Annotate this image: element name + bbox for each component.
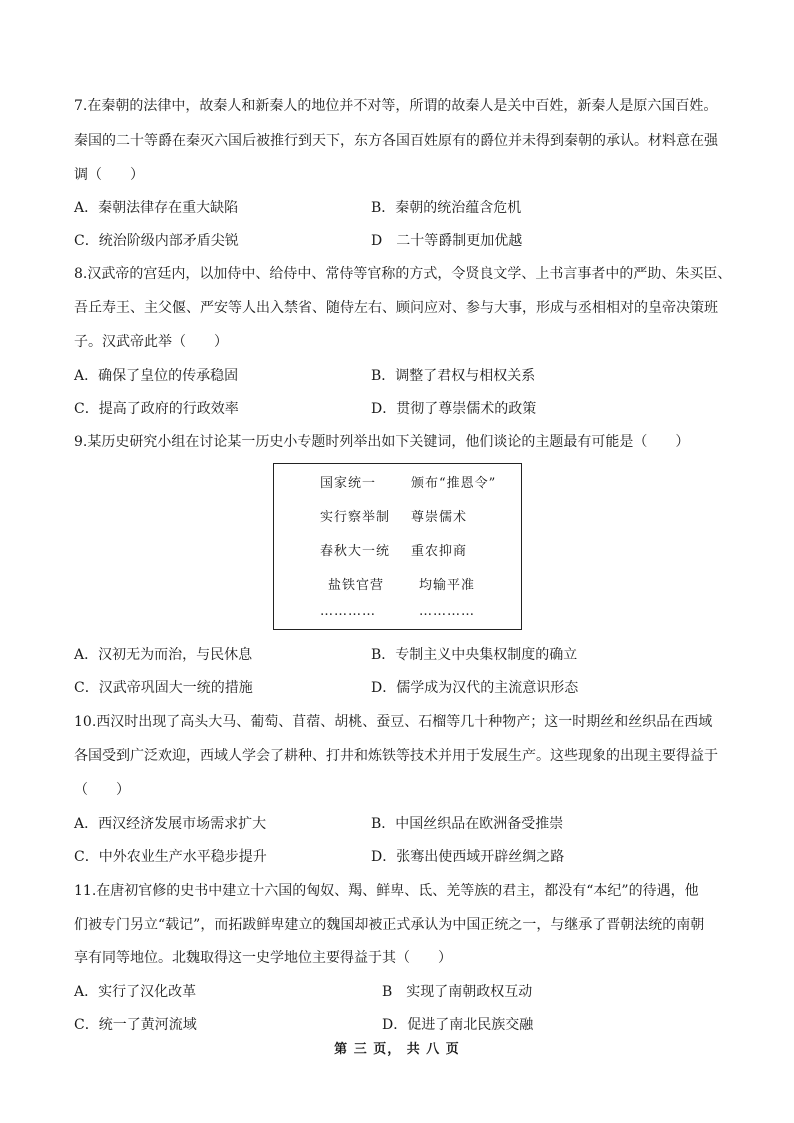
question-text-line: 10.西汉时出现了高头大马、葡萄、苜蓿、胡桃、蚕豆、石榴等几十种物产；这一时期丝和丝织品在西域	[74, 714, 713, 730]
option-d: D．贯彻了尊崇儒术的政策	[371, 401, 537, 417]
keyword: 均输平准	[419, 578, 476, 593]
option-b: B．秦朝的统治蕴含危机	[371, 200, 522, 216]
page-footer: 第 三 页， 共 八 页	[334, 1042, 460, 1057]
question-text-line: 享有同等地位。北魏取得这一史学地位主要得益于其（ ）	[74, 950, 452, 966]
option-c: C．中外农业生产水平稳步提升	[74, 849, 267, 865]
keyword: 实行察举制	[320, 510, 391, 525]
keyword-ellipsis: …………	[320, 604, 376, 619]
keyword-box	[273, 463, 522, 630]
option-b: B 实现了南朝政权互动	[382, 984, 533, 1000]
keyword: 尊崇儒术	[411, 510, 468, 525]
option-d: D．张骞出使西域开辟丝绸之路	[371, 849, 565, 865]
option-c: C．统一了黄河流域	[74, 1017, 197, 1033]
option-b: B．调整了君权与相权关系	[371, 368, 536, 384]
option-a: A．秦朝法律存在重大缺陷	[74, 200, 239, 216]
option-d: D．儒学成为汉代的主流意识形态	[371, 680, 579, 696]
keyword: 国家统一	[320, 476, 377, 491]
keyword: 盐铁官营	[328, 578, 385, 593]
option-c: C．汉武帝巩固大一统的措施	[74, 680, 253, 696]
question-text-line: 们被专门另立“载记”，而拓跋鲜卑建立的魏国却被正式承认为中国正统之一，与继承了晋朝法统的南朝	[74, 917, 705, 933]
keyword-ellipsis: …………	[419, 604, 475, 619]
question-text-line: 秦国的二十等爵在秦灭六国后被推行到天下，东方各国百姓原有的爵位并未得到秦朝的承认。材料意在强	[74, 133, 718, 149]
option-d: D 二十等爵制更加优越	[371, 233, 523, 249]
option-a: A．西汉经济发展市场需求扩大	[74, 816, 267, 832]
keyword: 重农抑商	[411, 544, 468, 559]
keyword: 春秋大一统	[320, 544, 391, 559]
option-a: A．实行了汉化改革	[74, 984, 197, 1000]
option-c: C．统治阶级内部矛盾尖锐	[74, 233, 239, 249]
question-text-line: 9.某历史研究小组在讨论某一历史小专题时列举出如下关键词，他们谈论的主题最有可能是（ ）	[74, 434, 690, 450]
question-text-line: （ ）	[74, 782, 130, 798]
option-a: A．确保了皇位的传承稳固	[74, 368, 239, 384]
option-c: C．提高了政府的行政效率	[74, 401, 239, 417]
question-text-line: 吾丘寿王、主父偃、严安等人出入禁省、随侍左右、顾问应对、参与大事，形成与丞相相对的皇帝决策班	[74, 300, 718, 316]
option-d: D．促进了南北民族交融	[382, 1017, 534, 1033]
option-b: B．中国丝织品在欧洲备受推崇	[371, 816, 564, 832]
question-text-line: 8.汉武帝的宫廷内，以加侍中、给侍中、常侍等官称的方式，令贤良文学、上书言事者中的严助、朱买臣、	[74, 266, 732, 282]
question-text-line: 调（ ）	[74, 167, 144, 183]
question-text-line: 各国受到广泛欢迎，西域人学会了耕种、打井和炼铁等技术并用于发展生产。这些现象的出现主要得益于	[74, 748, 718, 764]
option-a: A．汉初无为而治，与民休息	[74, 647, 253, 663]
question-text-line: 11.在唐初官修的史书中建立十六国的匈奴、羯、鲜卑、氐、羌等族的君主，都没有“本纪”的待遇，他	[74, 883, 699, 899]
question-text-line: 7.在秦朝的法律中，故秦人和新秦人的地位并不对等，所谓的故秦人是关中百姓，新秦人是原六国百姓。	[74, 98, 718, 114]
question-text-line: 子。汉武帝此举（ ）	[74, 334, 228, 350]
keyword: 颁布“推恩令”	[411, 476, 497, 491]
option-b: B．专制主义中央集权制度的确立	[371, 647, 578, 663]
